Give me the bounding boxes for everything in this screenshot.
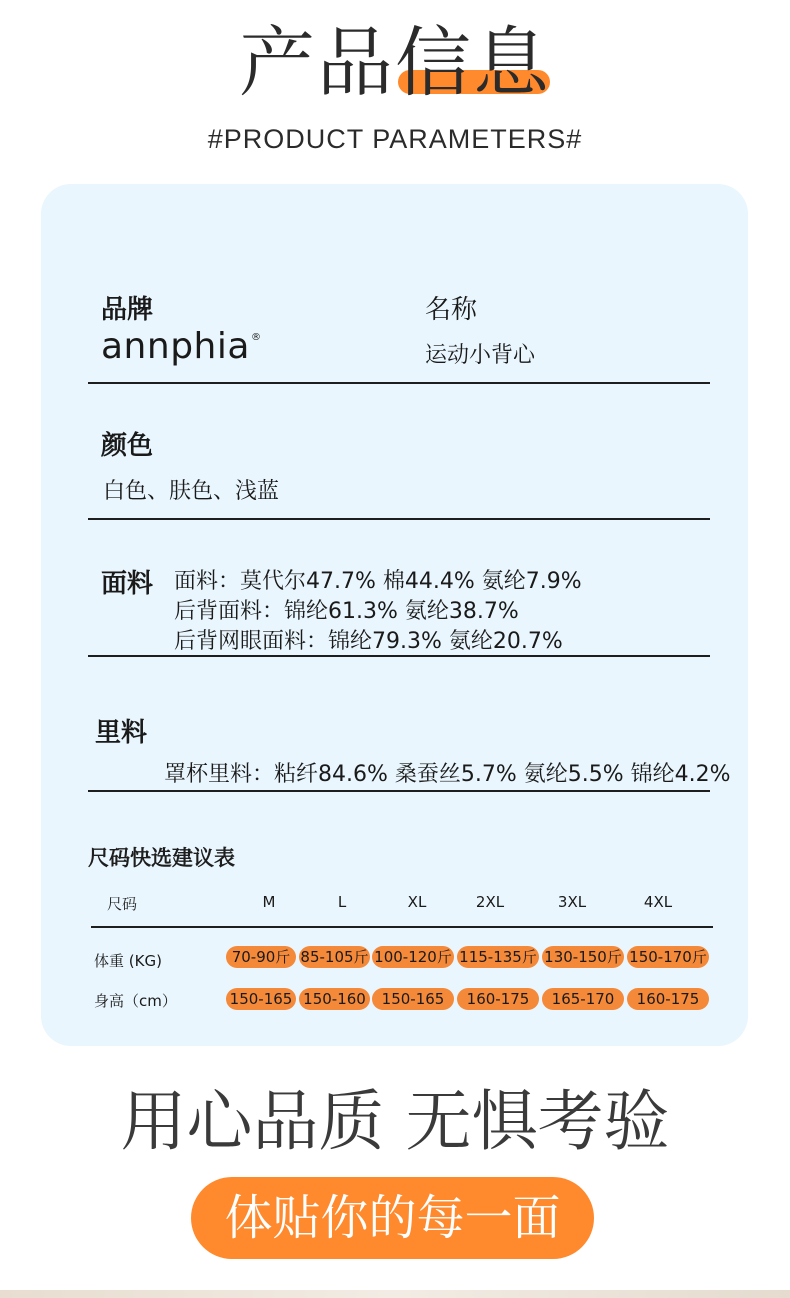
divider — [88, 790, 710, 792]
size-col-header: 4XL — [643, 893, 673, 911]
size-col-header: 2XL — [475, 893, 505, 911]
fabric-line: 后背网眼面料：锦纶79.3% 氨纶20.7% — [174, 629, 563, 654]
registered-mark: ® — [250, 332, 262, 343]
size-col-header: 3XL — [557, 893, 587, 911]
weight-pill: 115-135斤 — [457, 946, 539, 968]
slogan: 用心品质 无惧考验 — [120, 1083, 670, 1160]
size-table-heading: 尺码快选建议表 — [88, 846, 235, 870]
brand-label: 品牌 — [101, 295, 154, 325]
table-divider — [91, 926, 713, 928]
lining-value: 罩杯里料：粘纤84.6% 桑蚕丝5.7% 氨纶5.5% 锦纶4.2% — [164, 762, 731, 787]
height-pill: 160-175 — [627, 988, 709, 1010]
name-value: 运动小背心 — [425, 343, 536, 368]
fabric-line: 面料：莫代尔47.7% 棉44.4% 氨纶7.9% — [174, 569, 582, 594]
cta-banner: 体贴你的每一面 — [191, 1177, 594, 1259]
height-pill: 150-160 — [299, 988, 370, 1010]
divider — [88, 655, 710, 657]
divider — [88, 518, 710, 520]
size-col-header: M — [262, 893, 276, 911]
height-pill: 165-170 — [542, 988, 624, 1010]
name-label: 名称 — [425, 295, 478, 325]
brand-logo-text: annphia — [101, 326, 250, 367]
weight-row-label: 体重 (KG) — [94, 952, 162, 970]
height-pill: 150-165 — [226, 988, 296, 1010]
brand-logo — [101, 326, 261, 367]
weight-pill: 85-105斤 — [300, 948, 369, 966]
next-section-edge — [0, 1290, 790, 1298]
page-title: 产品信息 — [239, 18, 551, 107]
color-label: 颜色 — [101, 431, 154, 461]
lining-label: 里料 — [95, 718, 148, 748]
fabric-line: 后背面料：锦纶61.3% 氨纶38.7% — [174, 599, 519, 624]
weight-pill: 70-90斤 — [226, 946, 296, 968]
height-pill: 150-165 — [372, 988, 454, 1010]
divider — [88, 382, 710, 384]
weight-pill: 150-170斤 — [627, 946, 709, 968]
fabric-label: 面料 — [101, 569, 154, 599]
height-row-label: 身高（cm） — [94, 992, 177, 1010]
weight-pill: 130-150斤 — [542, 946, 624, 968]
size-col-header: L — [337, 893, 347, 911]
height-pill: 160-175 — [457, 988, 539, 1010]
weight-pill: 100-120斤 — [372, 946, 454, 968]
size-header-label: 尺码 — [107, 895, 138, 913]
size-col-header: XL — [407, 893, 427, 911]
color-value: 白色、肤色、浅蓝 — [103, 479, 280, 504]
page-subtitle: #PRODUCT PARAMETERS# — [207, 124, 583, 154]
